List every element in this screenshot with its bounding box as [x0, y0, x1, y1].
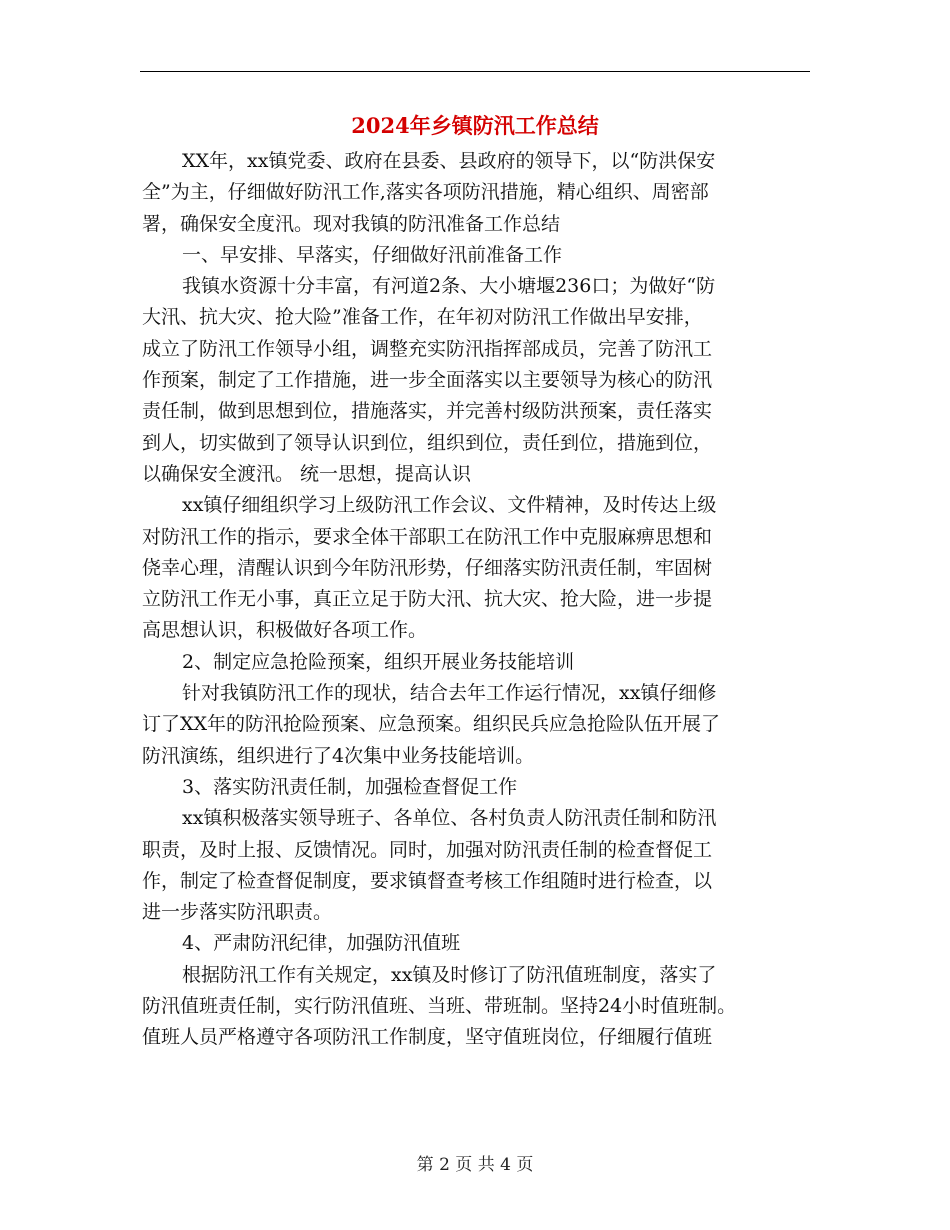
body-line: 订了XX年的防汛抢险预案、应急预案。组织民兵应急抢险队伍开展了 [142, 713, 721, 736]
body-line: 成立了防汛工作领导小组，调整充实防汛指挥部成员，完善了防汛工 [142, 337, 713, 360]
body-line: 对防汛工作的指示，要求全体干部职工在防汛工作中克服麻痹思想和 [142, 525, 713, 548]
document-title: 2024年乡镇防汛工作总结 [351, 113, 599, 138]
body-line: 全”为主，仔细做好防汛工作,落实各项防汛措施，精心组织、周密部 [142, 181, 709, 204]
body-line: 立防汛工作无小事，真正立足于防大汛、抗大灾、抢大险，进一步提 [142, 588, 713, 611]
body-line: 根据防汛工作有关规定，xx镇及时修订了防汛值班制度，落实了 [182, 963, 717, 986]
section-heading: 一、早安排、早落实，仔细做好汛前准备工作 [182, 243, 563, 266]
body-line: 值班人员严格遵守各项防汛工作制度，坚守值班岗位，仔细履行值班 [142, 1026, 713, 1049]
body-line: 侥幸心理，清醒认识到今年防汛形势，仔细落实防汛责任制，牢固树 [142, 556, 713, 579]
section-heading: 2、制定应急抢险预案，组织开展业务技能培训 [182, 650, 575, 673]
header-rule [140, 71, 810, 72]
document-body [142, 146, 812, 1054]
body-line: 作，制定了检查督促制度，要求镇督查考核工作组随时进行检查，以 [142, 869, 713, 892]
page-number: 第 2 页 共 4 页 [416, 1155, 534, 1175]
body-line: 防汛值班责任制，实行防汛值班、当班、带班制。坚持24小时值班制。 [142, 995, 737, 1018]
body-line: 作预案，制定了工作措施，进一步全面落实以主要领导为核心的防汛 [142, 369, 713, 392]
body-line: 进一步落实防汛职责。 [142, 901, 333, 924]
body-line: 我镇水资源十分丰富，有河道2条、大小塘堰236口；为做好“防 [182, 275, 716, 298]
body-line: 高思想认识，积极做好各项工作。 [142, 619, 428, 642]
body-line: 大汛、抗大灾、抢大险”准备工作，在年初对防汛工作做出早安排， [142, 306, 703, 329]
body-line: 职责，及时上报、反馈情况。同时，加强对防汛责任制的检查督促工 [142, 838, 713, 861]
body-line: xx镇积极落实领导班子、各单位、各村负责人防汛责任制和防汛 [182, 807, 717, 830]
body-line: 防汛演练，组织进行了4次集中业务技能培训。 [142, 744, 535, 767]
body-line: 到人，切实做到了领导认识到位，组织到位，责任到位，措施到位， [142, 431, 713, 454]
section-heading: 3、落实防汛责任制，加强检查督促工作 [182, 775, 518, 798]
body-line: 针对我镇防汛工作的现状，结合去年工作运行情况，xx镇仔细修 [182, 682, 717, 705]
body-line: 署，确保安全度汛。现对我镇的防汛准备工作总结 [142, 212, 561, 235]
body-line: 以确保安全渡汛。 统一思想，提高认识 [142, 462, 472, 485]
body-line: XX年，xx镇党委、政府在县委、县政府的领导下，以“防洪保安 [182, 150, 716, 172]
body-line: 责任制，做到思想到位，措施落实，并完善村级防洪预案，责任落实 [142, 400, 713, 423]
section-heading: 4、严肃防汛纪律，加强防汛值班 [182, 932, 461, 955]
body-line: xx镇仔细组织学习上级防汛工作会议、文件精神，及时传达上级 [182, 494, 717, 517]
